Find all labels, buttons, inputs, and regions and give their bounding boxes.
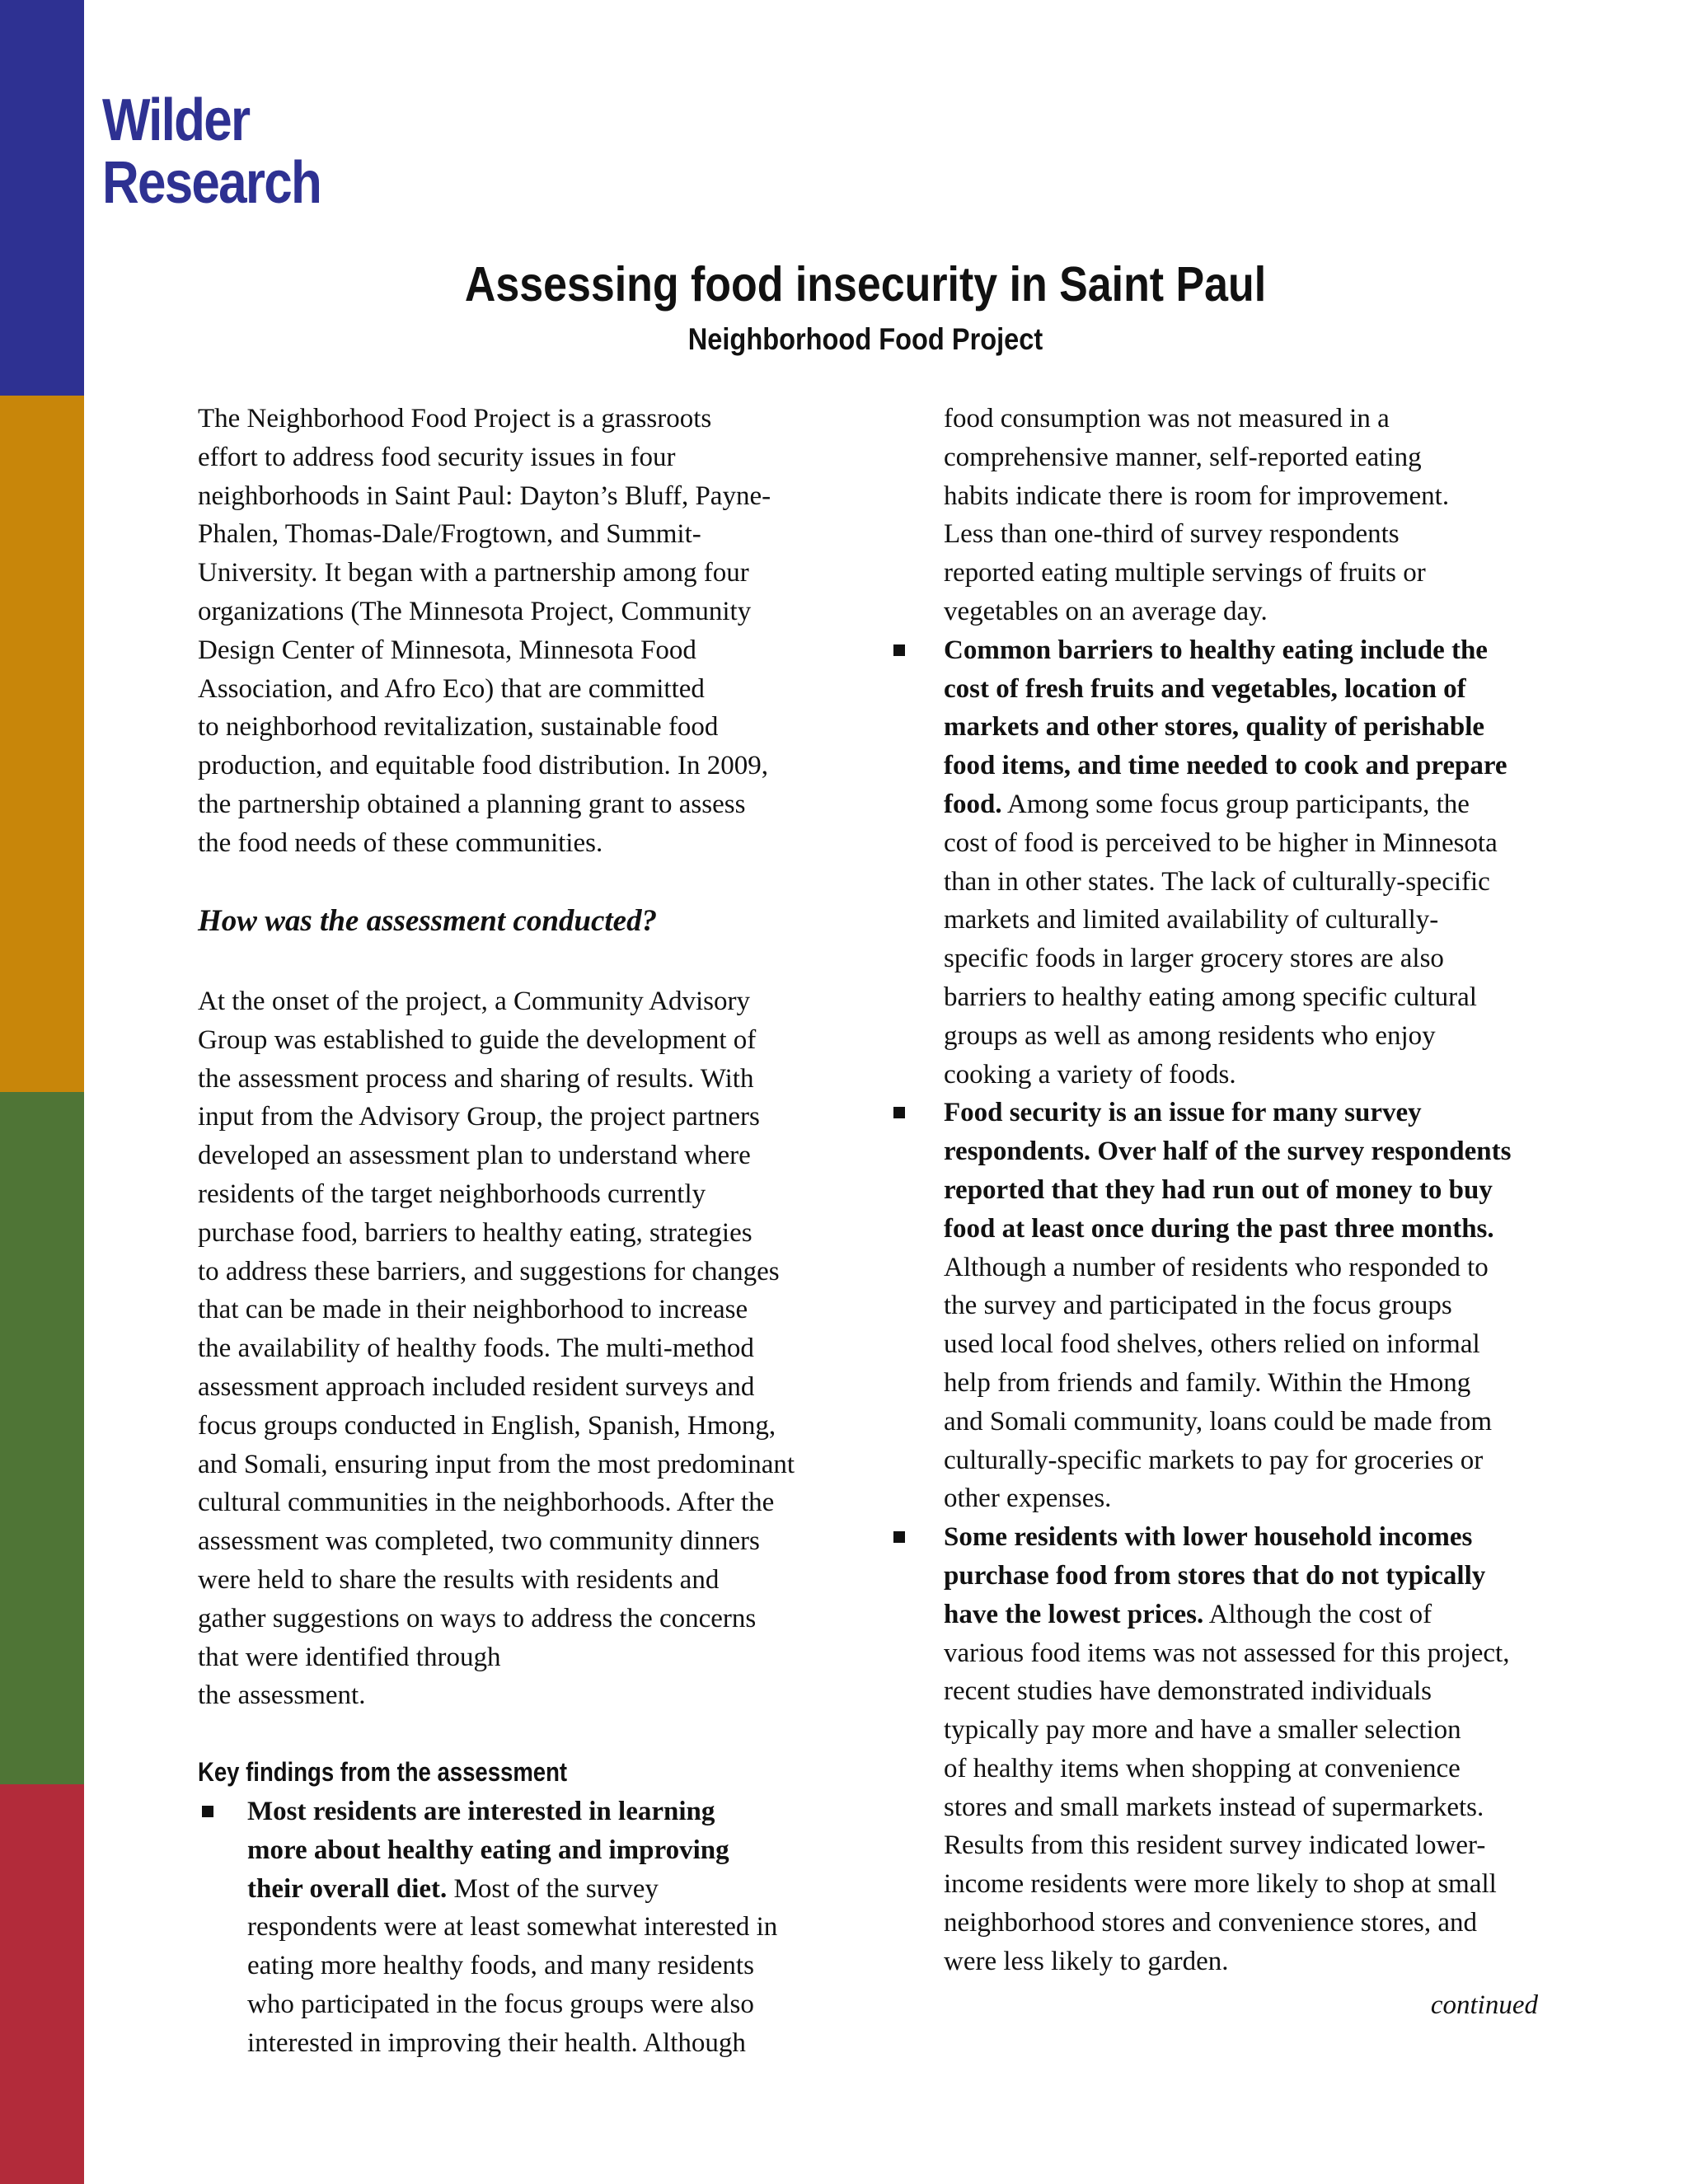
- text-line: culturally-specific markets to pay for groceries or: [944, 1445, 1484, 1475]
- text-line: input from the Advisory Group, the project partners: [198, 1102, 760, 1132]
- side-stripe-orange: [0, 396, 84, 1092]
- bullet-square-icon: [893, 1107, 905, 1118]
- text-line: habits indicate there is room for improvement.: [944, 480, 1450, 511]
- text-line: specific foods in larger grocery stores are also: [944, 944, 1444, 974]
- text-line: barriers to healthy eating among specific cultural: [944, 982, 1477, 1012]
- text-line: Association, and Afro Eco) that are committed: [198, 673, 705, 704]
- text-line: respondents were at least somewhat interested in: [247, 1912, 778, 1943]
- finding-bullet-4: [874, 1518, 1574, 1981]
- text-line: focus groups conducted in English, Spanish, Hmong,: [198, 1410, 776, 1441]
- text-line: and Somali, ensuring input from the most predominant: [198, 1449, 795, 1479]
- bold-line: more about healthy eating and improving: [247, 1835, 729, 1865]
- text: Most of the survey: [447, 1873, 659, 1904]
- bullet-square-icon: [893, 1531, 905, 1543]
- text-line: University. It began with a partnership among four: [198, 558, 749, 588]
- bold-line: purchase food from stores that do not typically: [944, 1560, 1486, 1591]
- text-line: cost of food is perceived to be higher in Minnesota: [944, 827, 1498, 858]
- text-line: various food items was not assessed for this project,: [944, 1638, 1510, 1668]
- left-column: [198, 400, 854, 2058]
- assessment-heading: How was the assessment conducted?: [198, 904, 658, 938]
- text-line: used local food shelves, others relied on informal: [944, 1329, 1480, 1360]
- text-line: to address these barriers, and suggestions for changes: [198, 1256, 780, 1286]
- text-line: developed an assessment plan to understand where: [198, 1141, 751, 1171]
- bullet-square-icon: [893, 644, 905, 656]
- text-line: other expenses.: [944, 1483, 1112, 1514]
- bold-line: cost of fresh fruits and vegetables, location of: [944, 673, 1466, 704]
- text: Although the cost of: [1203, 1599, 1432, 1629]
- text-line: the food needs of these communities.: [198, 827, 603, 858]
- page-subtitle: Neighborhood Food Project: [687, 322, 1043, 356]
- text-line: that were identified through: [198, 1642, 501, 1672]
- text-line: Results from this resident survey indicated lower-: [944, 1830, 1486, 1861]
- text-line: assessment approach included resident surveys and: [198, 1371, 755, 1402]
- side-stripe-green: [0, 1092, 84, 1784]
- text-line: At the onset of the project, a Community Advisory: [198, 987, 750, 1016]
- finding-bullet-3: [874, 1094, 1574, 1518]
- text-line: that can be made in their neighborhood to increase: [198, 1295, 748, 1325]
- text-line: to neighborhood revitalization, sustainable food: [198, 712, 719, 743]
- text-line: Less than one-third of survey respondents: [944, 519, 1400, 550]
- text-line: Design Center of Minnesota, Minnesota Food: [198, 635, 696, 665]
- text-line: neighborhood stores and convenience stores, and: [944, 1908, 1477, 1938]
- text-line: effort to address food security issues in four: [198, 442, 676, 472]
- text-line: vegetables on an average day.: [944, 596, 1268, 626]
- text-line: assessment was completed, two community dinners: [198, 1526, 760, 1557]
- finding-bullet-1: [198, 1793, 777, 2063]
- bold-text: food.: [944, 789, 1002, 819]
- text-line: purchase food, barriers to healthy eating, strategies: [198, 1217, 753, 1248]
- text-line: production, and equitable food distribution. In 2009,: [198, 751, 768, 781]
- assessment-paragraph: [198, 982, 795, 1715]
- logo-line-2: Research: [102, 150, 321, 216]
- text-line: Phalen, Thomas-Dale/Frogtown, and Summit-: [198, 519, 701, 550]
- text-line: reported eating multiple servings of fruits or: [944, 558, 1426, 588]
- bullet-square-icon: [202, 1806, 213, 1817]
- text-line: organizations (The Minnesota Project, Community: [198, 596, 752, 626]
- text-line: recent studies have demonstrated individuals: [944, 1676, 1432, 1707]
- logo-line-1: Wilder: [102, 87, 250, 153]
- text-line: residents of the target neighborhoods currently: [198, 1179, 706, 1209]
- bold-line: markets and other stores, quality of perishable: [944, 712, 1485, 743]
- wilder-research-logo: [102, 89, 321, 214]
- bold-text: have the lowest prices.: [944, 1599, 1204, 1629]
- text-line: the partnership obtained a planning grant to assess: [198, 789, 746, 819]
- bold-line: food at least once during the past three months.: [944, 1213, 1494, 1244]
- text-line: who participated in the focus groups were also: [247, 1989, 754, 2019]
- page-title: Assessing food insecurity in Saint Paul: [464, 257, 1267, 312]
- finding-bullet-1-continued: [874, 400, 1574, 631]
- bold-line: Most residents are interested in learning: [247, 1797, 715, 1826]
- text-line: stores and small markets instead of supermarkets.: [944, 1792, 1484, 1822]
- text-line: were held to share the results with residents and: [198, 1564, 720, 1595]
- text-line: neighborhoods in Saint Paul: Dayton’s Bluff, Payne-: [198, 480, 771, 511]
- bold-line: respondents. Over half of the survey respondents: [944, 1137, 1512, 1167]
- text-line: interested in improving their health. Although: [247, 2027, 746, 2058]
- text-line: cooking a variety of foods.: [944, 1059, 1236, 1090]
- text-line: than in other states. The lack of culturally-specific: [944, 866, 1490, 897]
- text-line: the assessment.: [198, 1680, 366, 1711]
- text-line: food consumption was not measured in a: [944, 404, 1390, 434]
- finding-bullet-2: [874, 631, 1574, 1094]
- text-line: the survey and participated in the focus groups: [944, 1291, 1452, 1321]
- text-line: income residents were more likely to shop at small: [944, 1869, 1497, 1900]
- text-line: of healthy items when shopping at convenience: [944, 1753, 1461, 1783]
- text-line: groups as well as among residents who enjoy: [944, 1020, 1436, 1051]
- text-line: typically pay more and have a smaller selection: [944, 1715, 1461, 1746]
- right-column: [874, 400, 1574, 2020]
- text-line: gather suggestions on ways to address the concerns: [198, 1603, 757, 1633]
- bold-line: Common barriers to healthy eating include the: [944, 635, 1488, 665]
- continued-label: continued: [1430, 1990, 1538, 2020]
- text-line: Although a number of residents who responded to: [944, 1252, 1489, 1282]
- side-stripe-blue: [0, 0, 84, 396]
- bold-text: their overall diet.: [247, 1873, 448, 1904]
- findings-heading: Key findings from the assessment: [198, 1757, 568, 1787]
- bold-line: Food security is an issue for many survey: [944, 1098, 1422, 1128]
- text-line: were less likely to garden.: [944, 1946, 1229, 1976]
- bold-line: Some residents with lower household incomes: [944, 1522, 1473, 1553]
- text-line: markets and limited availability of culturally-: [944, 905, 1439, 935]
- text-line: Group was established to guide the development of: [198, 1024, 757, 1055]
- text-line: eating more healthy foods, and many residents: [247, 1951, 754, 1981]
- text-line: cultural communities in the neighborhoods. After the: [198, 1488, 775, 1518]
- side-stripe-red: [0, 1784, 84, 2184]
- bold-line: food items, and time needed to cook and prepare: [944, 751, 1507, 781]
- text-line: comprehensive manner, self-reported eating: [944, 442, 1422, 472]
- intro-paragraph: [198, 400, 854, 863]
- text-line: the assessment process and sharing of results. With: [198, 1063, 754, 1094]
- bold-line: reported that they had run out of money to buy: [944, 1174, 1493, 1205]
- text-line: and Somali community, loans could be made from: [944, 1406, 1493, 1436]
- text-line: help from friends and family. Within the Hmong: [944, 1367, 1471, 1398]
- text-line: the availability of healthy foods. The multi-method: [198, 1333, 754, 1364]
- text: Among some focus group participants, the: [1001, 789, 1470, 819]
- text-line: The Neighborhood Food Project is a grassroots: [198, 404, 712, 434]
